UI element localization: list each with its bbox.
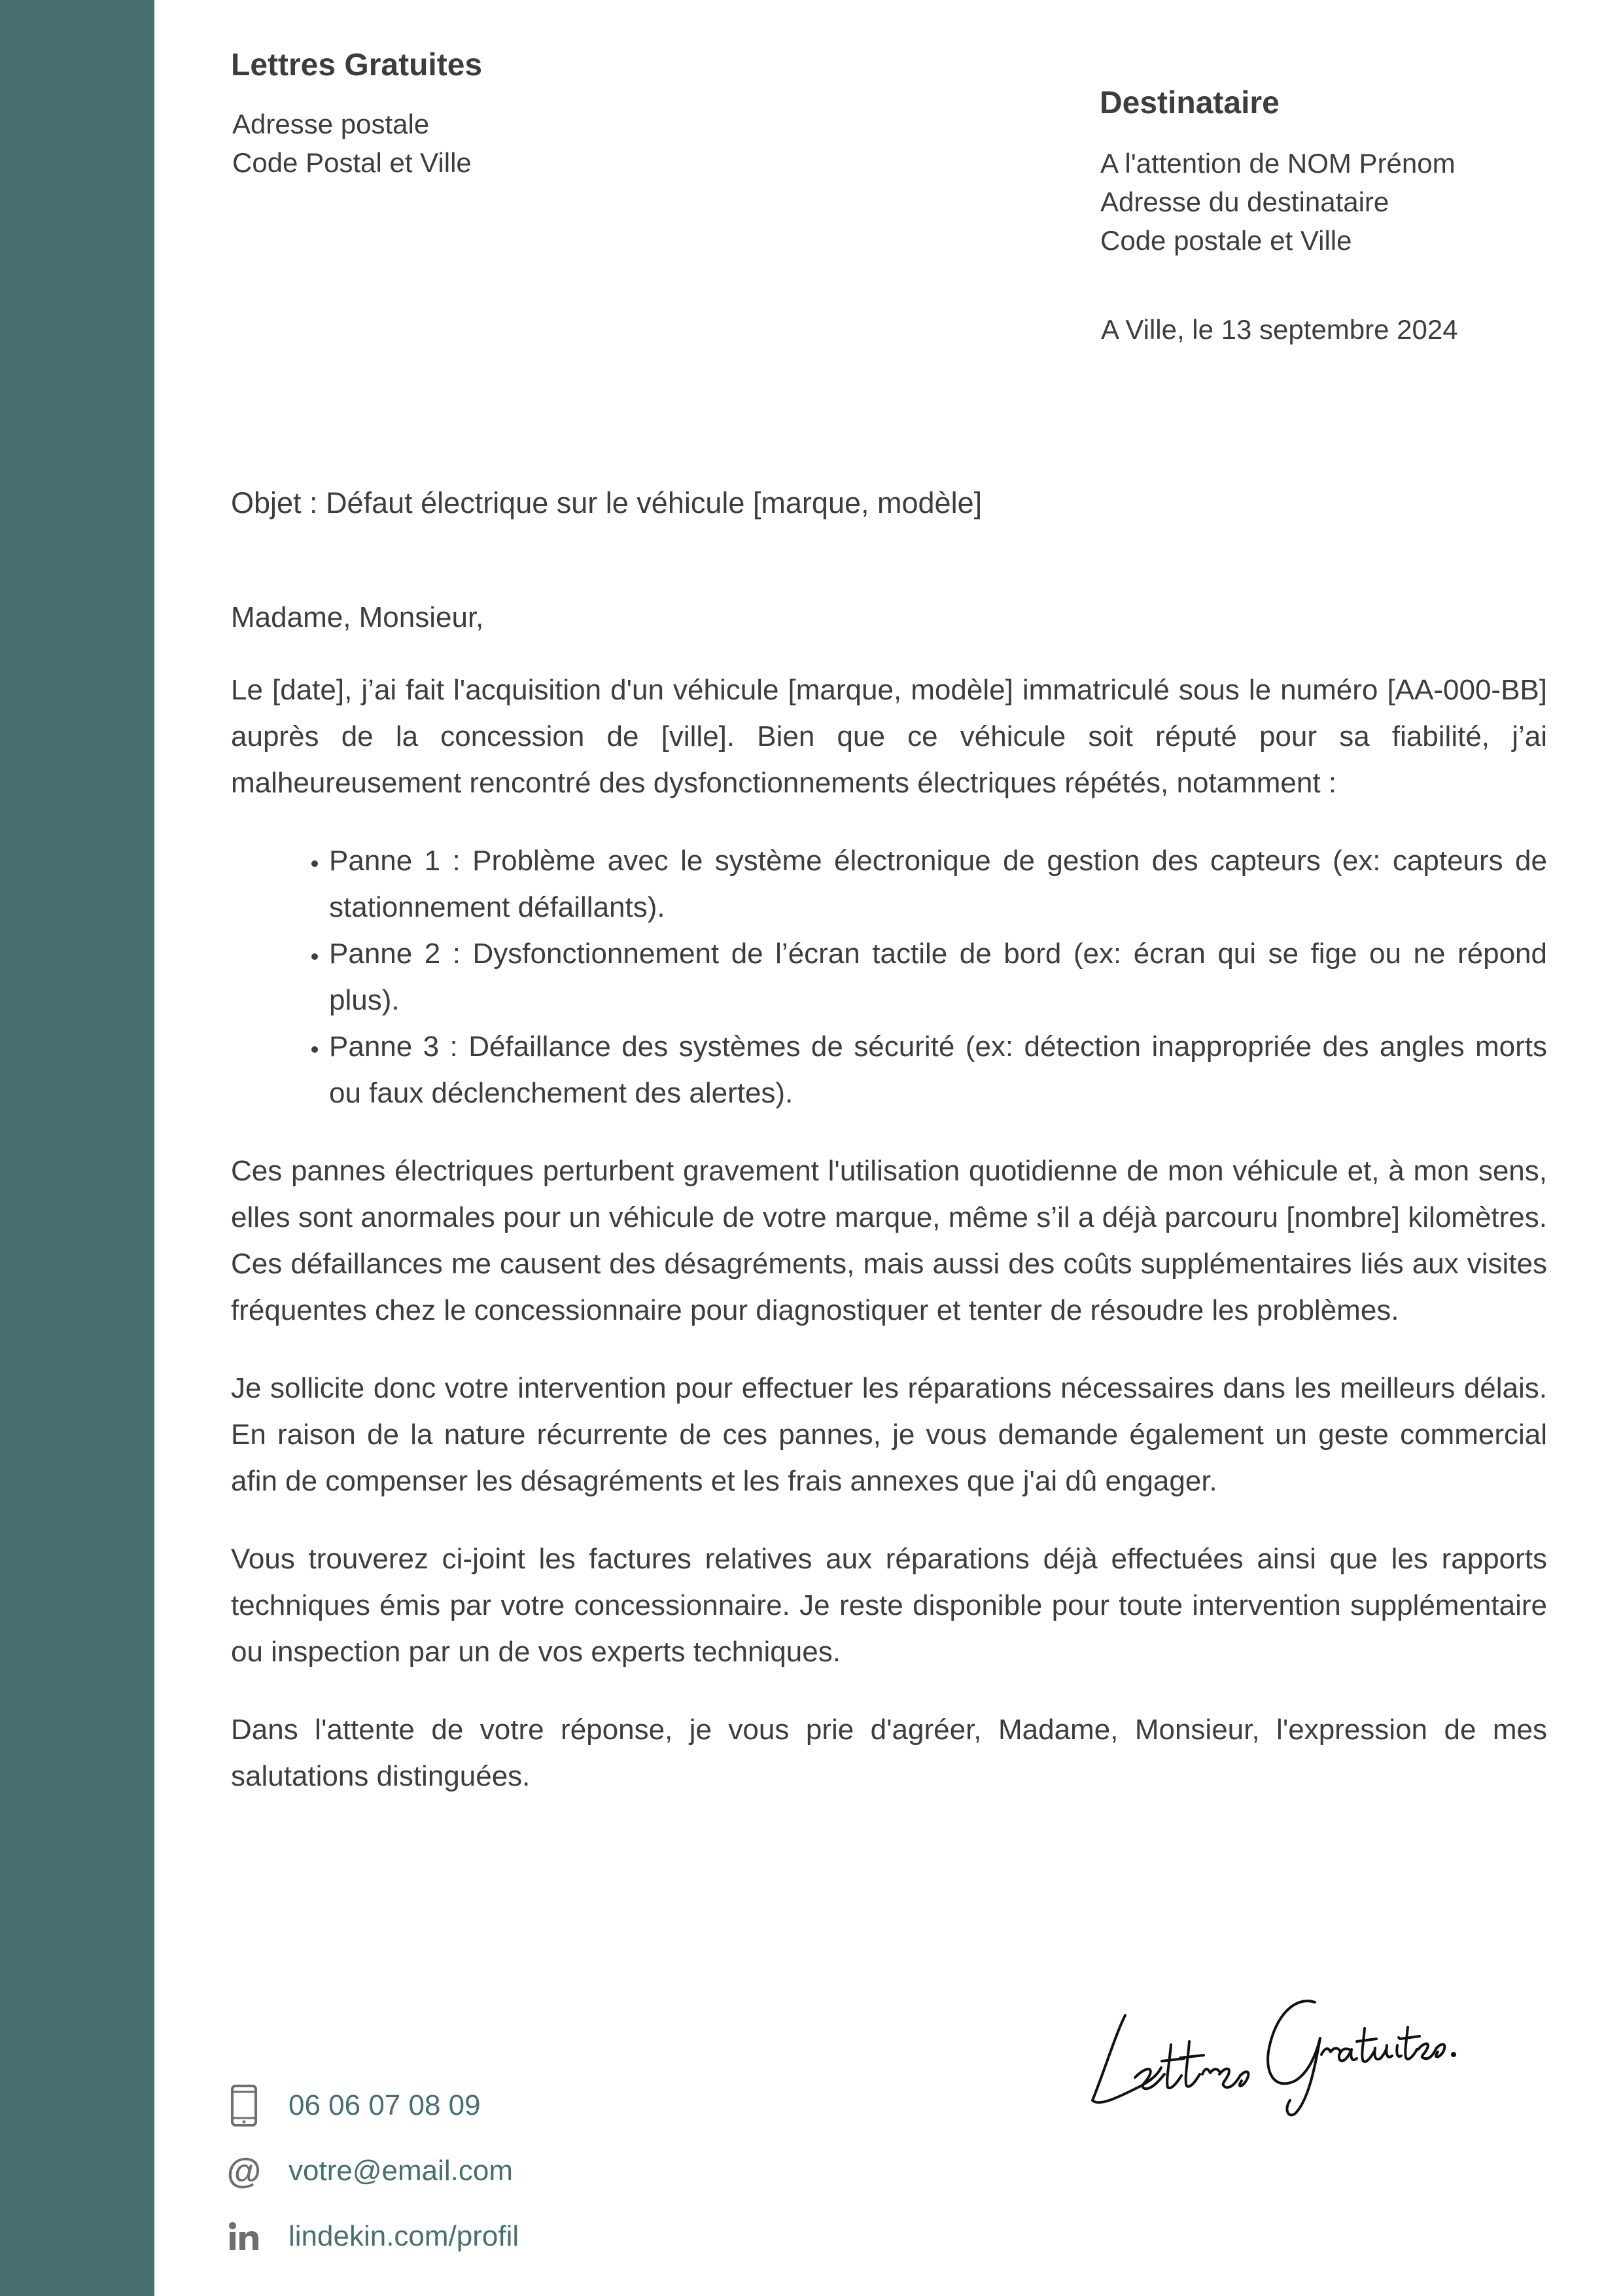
signature (1079, 1976, 1459, 2120)
sender-name: Lettres Gratuites (231, 48, 483, 82)
recipient-address (1100, 144, 1597, 260)
linkedin-url[interactable]: lindekin.com/profil (288, 2220, 519, 2252)
sender-address-line: Code Postal et Ville (232, 147, 472, 178)
list-item: • Panne 1 : Problème avec le système électronique de gestion des capteurs (ex: capteurs de stationnement défaillants). (329, 838, 1547, 930)
contact-phone (226, 2079, 814, 2132)
phone-icon (226, 2083, 262, 2128)
sender-address-line: Adresse postale (232, 109, 430, 139)
recipient-line: Adresse du destinataire (1100, 186, 1389, 217)
salutation: Madame, Monsieur, (231, 601, 484, 633)
paragraph: Vous trouverez ci-joint les factures relatives aux réparations déjà effectuées ainsi que les rapports techniques émis par votre concessionnaire. Je reste disponible pour toute intervention supplémentaire ou inspection par un de vos experts techniques. (231, 1543, 1547, 1668)
paragraph: Ces pannes électriques perturbent gravement l'utilisation quotidienne de mon véhicule et, à mon sens, elles sont anormales pour un véhicule de votre marque, même s’il a déjà parcouru [nombre] kilomètres. Ces défaillances me causent des désagréments, mais aussi des coûts supplémentaires liés aux visites fréquentes chez le concessionnaire pour diagnostiquer et tenter de résoudre les problèmes. (231, 1155, 1547, 1326)
paragraph: Je sollicite donc votre intervention pour effectuer les réparations nécessaires dans les meilleurs délais. En raison de la nature récurrente de ces pannes, je vous demande également un geste commercial afin de compenser les désagréments et les frais annexes que j'ai dû engager. (231, 1372, 1547, 1497)
letter-body (231, 594, 1547, 1831)
phone-number[interactable]: 06 06 07 08 09 (288, 2089, 481, 2121)
sender-address (232, 105, 821, 182)
letter-object: Objet : Défaut électrique sur le véhicule [marque, modèle] (231, 486, 983, 520)
intro-paragraph: Le [date], j’ai fait l'acquisition d'un véhicule [marque, modèle] immatriculé sous le numéro [AA-000-BB] auprès de la concession de [ville]. Bien que ce véhicule soit réputé pour sa fiabilité, j’ai malheureusement rencontré des dysfonctionnements électriques répétés, notamment : (231, 674, 1547, 799)
recipient-title: Destinataire (1100, 86, 1280, 120)
contact-email (226, 2145, 814, 2197)
list-item: • Panne 3 : Défaillance des systèmes de sécurité (ex: détection inappropriée des angles morts ou faux déclenchement des alertes). (329, 1023, 1547, 1116)
email-address[interactable]: votre@email.com (288, 2155, 513, 2187)
recipient-line: A l'attention de NOM Prénom (1100, 148, 1456, 179)
issues-list (231, 838, 1547, 1116)
date-line: A Ville, le 13 septembre 2024 (1101, 314, 1458, 345)
recipient-line: Code postale et Ville (1100, 225, 1352, 256)
sidebar-band (0, 0, 154, 2296)
closing-paragraph: Dans l'attente de votre réponse, je vous prie d'agréer, Madame, Monsieur, l'expression de mes salutations distinguées. (231, 1714, 1547, 1792)
linkedin-icon (226, 2214, 262, 2259)
contact-linkedin (226, 2210, 814, 2263)
at-icon: @ (226, 2151, 262, 2191)
list-item: • Panne 2 : Dysfonctionnement de l’écran tactile de bord (ex: écran qui se fige ou ne répond plus). (329, 930, 1547, 1023)
